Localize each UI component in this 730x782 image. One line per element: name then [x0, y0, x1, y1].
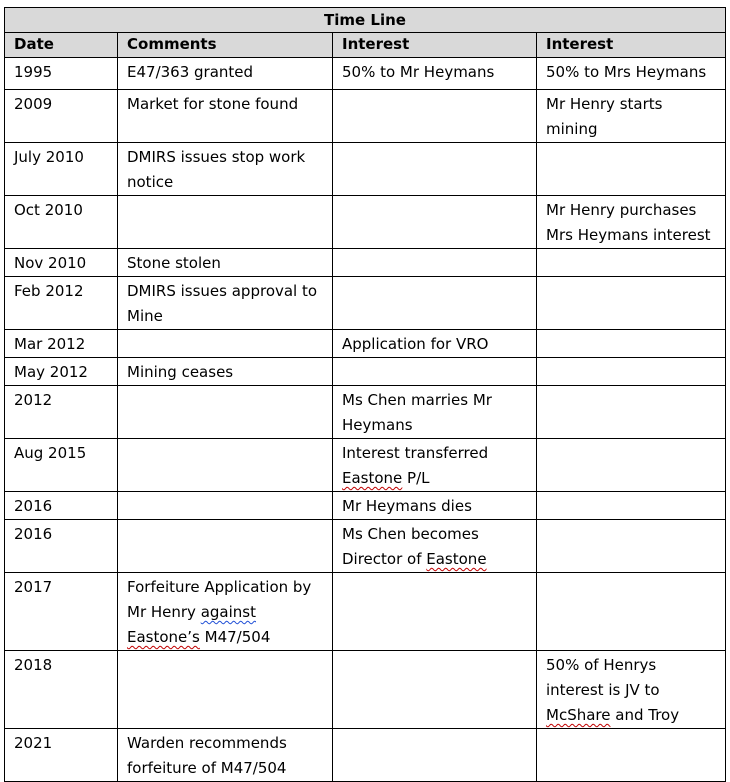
- comment-text: M47/504: [199, 628, 271, 646]
- timeline-table: [4, 7, 726, 782]
- table-row: [5, 520, 726, 573]
- table-row: [5, 143, 726, 196]
- interest-cell: 50% to Mr Heymans: [333, 58, 537, 90]
- flagged-word: against: [200, 603, 256, 621]
- comments-cell: [118, 520, 333, 573]
- interest-cell: [333, 277, 537, 330]
- interest-text: Interest transferred: [342, 444, 489, 462]
- table-row: [5, 330, 726, 358]
- date-cell: 2021: [5, 729, 118, 782]
- comments-cell: [118, 196, 333, 249]
- interest-cell-2: [537, 330, 726, 358]
- company-name: McShare: [546, 706, 611, 724]
- table-row: [5, 249, 726, 277]
- date-cell: 2009: [5, 90, 118, 143]
- comments-cell: [118, 386, 333, 439]
- table-row: [5, 358, 726, 386]
- timeline-body: [5, 58, 726, 782]
- interest-cell-2: Mr Henry starts mining: [537, 90, 726, 143]
- date-cell: Mar 2012: [5, 330, 118, 358]
- interest-text: 50% of Henrys interest is JV to: [546, 656, 660, 699]
- interest-cell-2: [537, 520, 726, 573]
- interest-cell-2: [537, 729, 726, 782]
- interest-cell: [333, 573, 537, 651]
- interest-text: Ms Chen becomes Director of: [342, 525, 479, 568]
- comments-cell: [118, 330, 333, 358]
- table-row: [5, 58, 726, 90]
- table-title: Time Line: [5, 8, 726, 33]
- interest-cell-2: Mr Henry purchases Mrs Heymans interest: [537, 196, 726, 249]
- interest-cell: [333, 143, 537, 196]
- comments-cell: [118, 573, 333, 651]
- date-cell: May 2012: [5, 358, 118, 386]
- interest-cell: Ms Chen marries Mr Heymans: [333, 386, 537, 439]
- comments-cell: DMIRS issues approval to Mine: [118, 277, 333, 330]
- date-cell: 2018: [5, 651, 118, 729]
- date-cell: 2017: [5, 573, 118, 651]
- interest-cell: [333, 651, 537, 729]
- comments-cell: Mining ceases: [118, 358, 333, 386]
- table-row: [5, 492, 726, 520]
- table-row: [5, 196, 726, 249]
- interest-cell-2: [537, 386, 726, 439]
- date-cell: Aug 2015: [5, 439, 118, 492]
- interest-cell-2: [537, 358, 726, 386]
- comments-cell: Warden recommends forfeiture of M47/504: [118, 729, 333, 782]
- interest-text: P/L: [402, 469, 430, 487]
- comments-cell: [118, 492, 333, 520]
- date-cell: 2012: [5, 386, 118, 439]
- table-row: [5, 386, 726, 439]
- table-row: [5, 651, 726, 729]
- interest-cell-2: [537, 439, 726, 492]
- company-name: Eastone: [426, 550, 487, 568]
- comments-cell: Stone stolen: [118, 249, 333, 277]
- date-cell: 1995: [5, 58, 118, 90]
- table-row: [5, 277, 726, 330]
- interest-cell-2: [537, 651, 726, 729]
- date-cell: 2016: [5, 520, 118, 573]
- interest-cell-2: [537, 249, 726, 277]
- date-cell: Feb 2012: [5, 277, 118, 330]
- interest-cell: [333, 90, 537, 143]
- header-interest-2: Interest: [537, 33, 726, 58]
- interest-text: and Troy: [610, 706, 680, 724]
- comments-cell: Market for stone found: [118, 90, 333, 143]
- company-name: Eastone’s: [127, 628, 200, 646]
- interest-cell: [333, 729, 537, 782]
- header-comments: Comments: [118, 33, 333, 58]
- interest-cell: [333, 196, 537, 249]
- interest-cell-2: [537, 143, 726, 196]
- table-row: [5, 729, 726, 782]
- interest-cell-2: 50% to Mrs Heymans: [537, 58, 726, 90]
- comments-cell: DMIRS issues stop work notice: [118, 143, 333, 196]
- interest-cell: Mr Heymans dies: [333, 492, 537, 520]
- date-cell: Nov 2010: [5, 249, 118, 277]
- header-date: Date: [5, 33, 118, 58]
- interest-cell: [333, 520, 537, 573]
- comment-text: Forfeiture Application by Mr Henry: [127, 578, 312, 621]
- table-row: [5, 90, 726, 143]
- company-name: Eastone: [342, 469, 403, 487]
- date-cell: 2016: [5, 492, 118, 520]
- comments-cell: [118, 439, 333, 492]
- interest-cell: Application for VRO: [333, 330, 537, 358]
- header-interest: Interest: [333, 33, 537, 58]
- interest-cell: [333, 439, 537, 492]
- date-cell: Oct 2010: [5, 196, 118, 249]
- interest-cell-2: [537, 573, 726, 651]
- comments-cell: E47/363 granted: [118, 58, 333, 90]
- interest-cell-2: [537, 277, 726, 330]
- interest-cell: [333, 358, 537, 386]
- table-row: [5, 439, 726, 492]
- date-cell: July 2010: [5, 143, 118, 196]
- interest-cell-2: [537, 492, 726, 520]
- interest-cell: [333, 249, 537, 277]
- comments-cell: [118, 651, 333, 729]
- table-row: [5, 573, 726, 651]
